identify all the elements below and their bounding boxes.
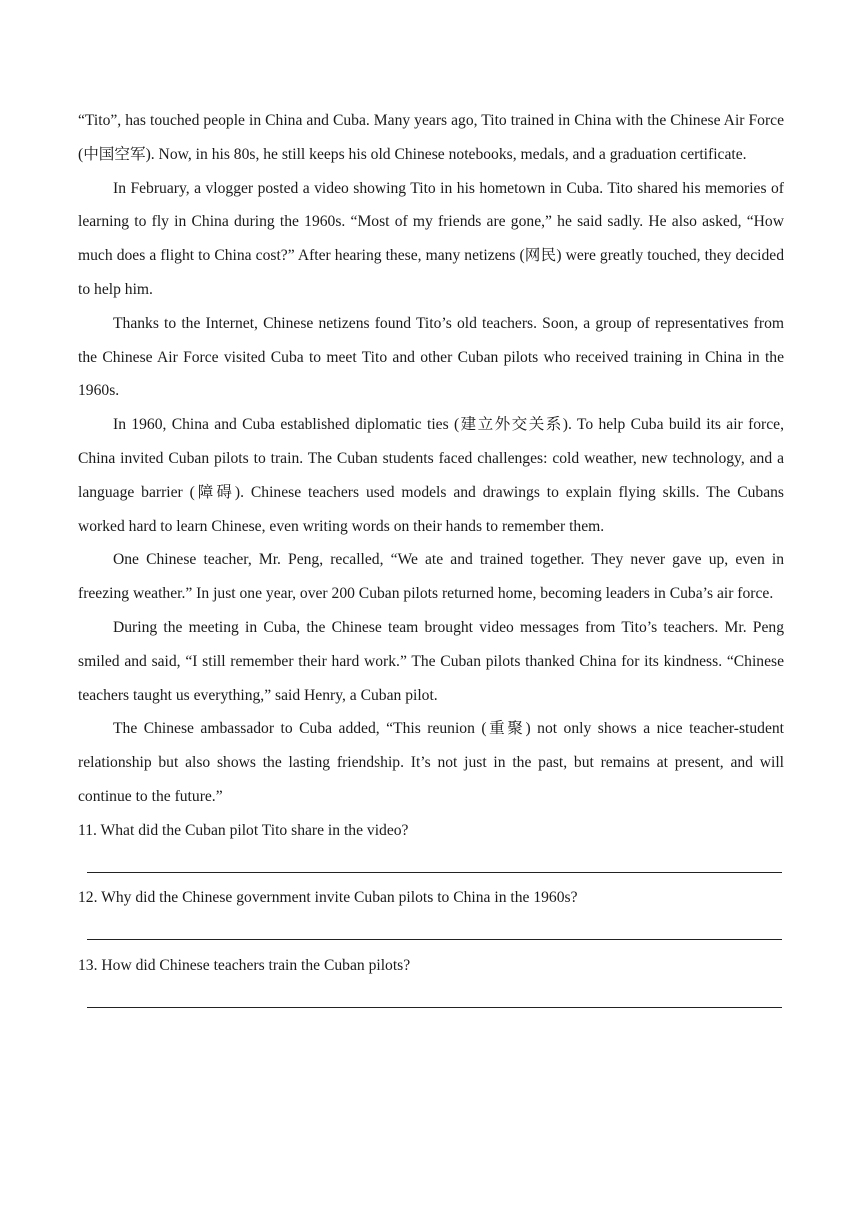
paragraph-1: “Tito”, has touched people in China and Cuba. Many years ago, Tito trained in China with the Chinese Air Force (中国空军). Now, in his 80s, he still keeps his old Chinese notebooks, medals, and a graduation certificate. [78, 112, 784, 163]
question-11: 11. What did the Cuban pilot Tito share in the video? [78, 821, 409, 839]
paragraph-7: The Chinese ambassador to Cuba added, “This reunion (重聚) not only shows a nice teacher-student relationship but also shows the lasting friendship. It’s not just in the past, but remains at present, and will continue to the future.” [78, 720, 784, 805]
paragraph-6: During the meeting in Cuba, the Chinese team brought video messages from Tito’s teachers. Mr. Peng smiled and said, “I still remember their hard work.” The Cuban pilots thanked China for its kindness. “Chinese teachers taught us everything,” said Henry, a Cuban pilot. [78, 618, 784, 704]
question-12: 12. Why did the Chinese government invite Cuban pilots to China in the 1960s? [78, 889, 578, 907]
reading-passage [78, 104, 784, 1017]
answer-line-12[interactable] [87, 915, 782, 949]
answer-line-11[interactable] [87, 848, 782, 882]
question-section [78, 814, 784, 1017]
paragraph-3: Thanks to the Internet, Chinese netizens found Tito’s old teachers. Soon, a group of representatives from the Chinese Air Force visited Cuba to meet Tito and other Cuban pilots who received training in China in the 1960s. [78, 314, 784, 400]
question-13: 13. How did Chinese teachers train the Cuban pilots? [78, 956, 411, 974]
paragraph-4: In 1960, China and Cuba established diplomatic ties (建立外交关系). To help Cuba build its air force, China invited Cuban pilots to train. The Cuban students faced challenges: cold weather, new technology, and a language barrier (障碍). Chinese teachers used models and drawings to explain flying skills. The Cubans worked hard to learn Chinese, even writing words on their hands to remember them. [78, 416, 784, 535]
answer-line-13[interactable] [87, 983, 782, 1017]
paragraph-2: In February, a vlogger posted a video showing Tito in his hometown in Cuba. Tito shared his memories of learning to fly in China during the 1960s. “Most of my friends are gone,” he said sadly. He also asked, “How much does a flight to China cost?” After hearing these, many netizens (网民) were greatly touched, they decided to help him. [78, 179, 784, 298]
paragraph-5: One Chinese teacher, Mr. Peng, recalled, “We ate and trained together. They never gave up, even in freezing weather.” In just one year, over 200 Cuban pilots returned home, becoming leaders in Cuba’s air force. [78, 551, 784, 603]
